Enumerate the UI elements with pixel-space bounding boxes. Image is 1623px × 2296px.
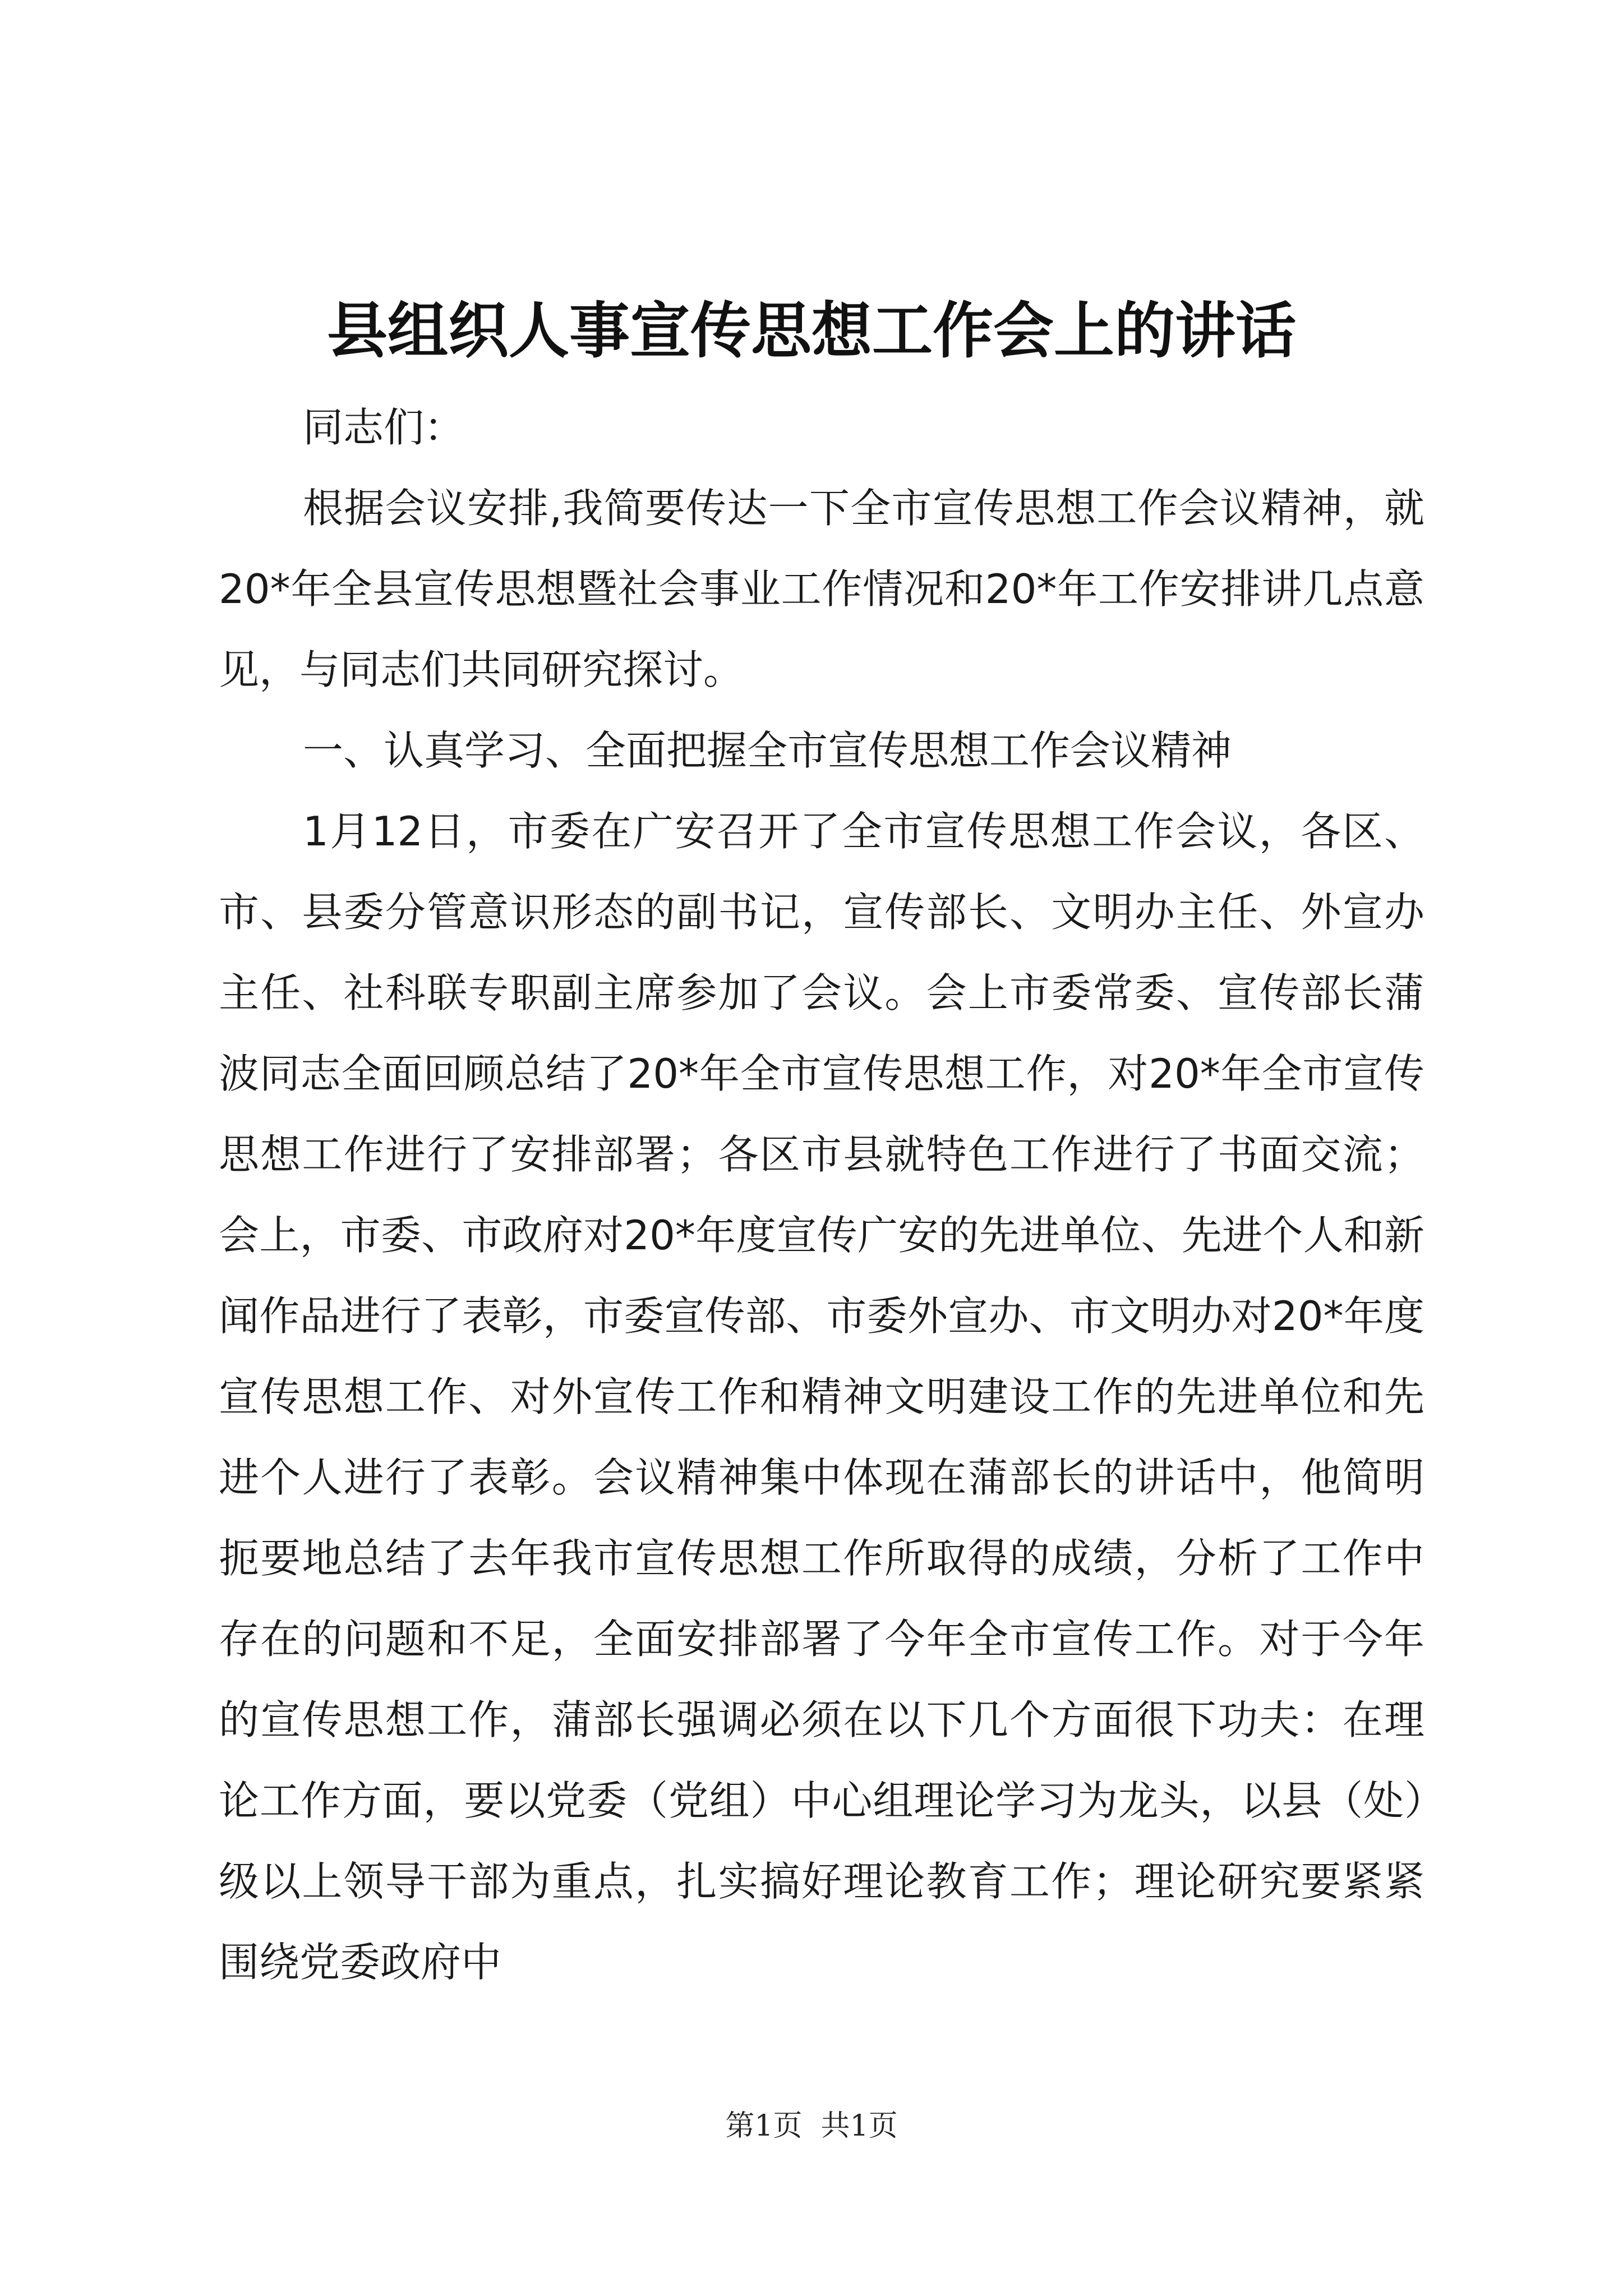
paragraph-intro: 根据会议安排,我简要传达一下全市宣传思想工作会议精神，就20*年全县宣传思想暨社会事业工作情况和20*年工作安排讲几点意见，与同志们共同研究探讨。: [219, 485, 1424, 693]
document-title: 县组织人事宣传思想工作会上的讲话: [326, 296, 1296, 366]
paragraph-meeting: 1月12日，市委在广安召开了全市宣传思想工作会议，各区、市、县委分管意识形态的副书记，宣传部长、文明办主任、外宣办主任、社科联专职副主席参加了会议。会上市委常委、宣传部长蒲波同志全面回顾总结了20*年全市宣传思想工作，对20*年全市宣传思想工作进行了安排部署；各区市县就特色工作进行了书面交流；会上，市委、市政府对20*年度宣传广安的先进单位、先进个人和新闻作品进行了表彰，市委宣传部、市委外宣办、市文明办对20*年度宣传思想工作、对外宣传工作和精神文明建设工作的先进单位和先进个人进行了表彰。会议精神集中体现在蒲部长的讲话中，他简明扼要地总结了去年我市宣传思想工作所取得的成绩，分析了工作中存在的问题和不足，全面安排部署了今年全市宣传工作。对于今年的宣传思想工作，蒲部长强调必须在以下几个方面很下功夫：在理论工作方面，要以党委（党组）中心组理论学习为龙头，以县（处）级以上领导干部为重点，扎实搞好理论教育工作；理论研究要紧紧围绕党委政府中: [219, 808, 1424, 1986]
section-heading: 一、认真学习、全面把握全市宣传思想工作会议精神: [303, 727, 1232, 774]
salutation: 同志们：: [303, 404, 465, 451]
page-footer: 第1页 共1页: [725, 2109, 898, 2143]
document-body: [219, 387, 1424, 2003]
